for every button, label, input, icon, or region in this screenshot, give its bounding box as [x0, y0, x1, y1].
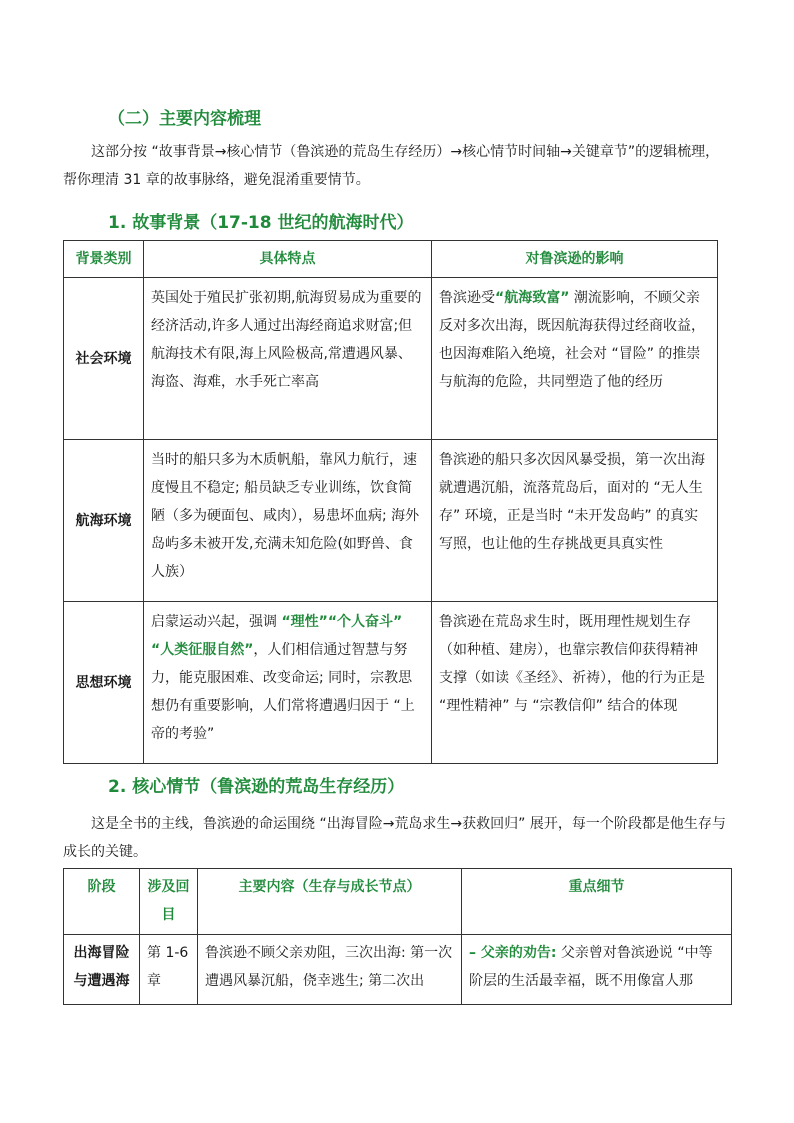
plot-intro-paragraph: 这是全书的主线，鲁滨逊的命运围绕 “出海冒险→荒岛求生→获救回归” 展开，每一个阶段都是他生存与成长的关键。	[63, 816, 726, 860]
plot-table	[63, 868, 732, 1005]
table-header-row	[64, 869, 732, 935]
row-stage: 出海冒险与遭遇海	[64, 935, 140, 1005]
table-row	[64, 278, 718, 440]
header-feature: 具体特点	[144, 241, 432, 278]
subsection-title-plot: 2. 核心情节（鲁滨逊的荒岛生存经历）	[108, 777, 405, 797]
table-header-row	[64, 241, 718, 278]
row-feature	[144, 602, 432, 764]
feature-text: ，人们相信通过智慧与努力，能克服困难、改变命运; 同时，宗教思想仍有重要影响，人们常将遭遇归因于 “上帝的考验”	[151, 642, 415, 742]
row-impact: 鲁滨逊在荒岛求生时，既用理性规划生存（如种植、建房），也靠宗教信仰获得精神支撑（如读《圣经》、祈祷），他的行为正是 “理性精神” 与 “宗教信仰” 结合的体现	[432, 602, 718, 764]
row-detail	[462, 935, 732, 1005]
feature-highlight: “理性”“个人奋斗” “人类征服自然”	[151, 614, 403, 658]
header-stage: 阶段	[64, 869, 140, 935]
subsection-title-background: 1. 故事背景（17-18 世纪的航海时代）	[108, 213, 414, 233]
row-feature: 当时的船只多为木质帆船，靠风力航行，速度慢且不稳定; 船员缺乏专业训练，饮食简陋（多为硬面包、咸肉），易患坏血病; 海外岛屿多未被开发,充满未知危险(如野兽、食人族）	[144, 440, 432, 602]
row-chapters: 第 1-6 章	[140, 935, 198, 1005]
header-impact: 对鲁滨逊的影响	[432, 241, 718, 278]
impact-text: 鲁滨逊受	[439, 290, 495, 306]
row-impact	[432, 278, 718, 440]
background-table	[63, 240, 718, 764]
row-feature: 英国处于殖民扩张初期,航海贸易成为重要的经济活动,许多人通过出海经商追求财富;但航海技术有限,海上风险极高,常遭遇风暴、海盗、海难，水手死亡率高	[144, 278, 432, 440]
impact-highlight: “航海致富”	[495, 290, 570, 306]
detail-text: 父亲曾对鲁滨逊说 “中等阶层的生活最幸福，既不用像富人那	[469, 945, 713, 989]
table-row	[64, 935, 732, 1005]
row-content: 鲁滨逊不顾父亲劝阻，三次出海: 第一次遭遇风暴沉船，侥幸逃生; 第二次出	[198, 935, 462, 1005]
header-content: 主要内容（生存与成长节点）	[198, 869, 462, 935]
detail-highlight: – 父亲的劝告:	[469, 945, 557, 961]
table-row	[64, 602, 718, 764]
row-category: 社会环境	[64, 278, 144, 440]
row-impact: 鲁滨逊的船只多次因风暴受损，第一次出海就遭遇沉船，流落荒岛后，面对的 “无人生存” 环境，正是当时 “未开发岛屿” 的真实写照，也让他的生存挑战更具真实性	[432, 440, 718, 602]
table-row	[64, 440, 718, 602]
intro-paragraph: 这部分按 “故事背景→核心情节（鲁滨逊的荒岛生存经历）→核心情节时间轴→关键章节”的逻辑梳理，帮你理清 31 章的故事脉络，避免混淆重要情节。	[63, 144, 720, 188]
row-category: 思想环境	[64, 602, 144, 764]
section-title: （二）主要内容梳理	[108, 109, 261, 129]
row-category: 航海环境	[64, 440, 144, 602]
header-category: 背景类别	[64, 241, 144, 278]
feature-text: 启蒙运动兴起，强调	[151, 614, 282, 630]
header-detail: 重点细节	[462, 869, 732, 935]
header-chapters: 涉及回目	[140, 869, 198, 935]
impact-text: 潮流影响，不顾父亲反对多次出海，既因航海获得过经商收益，也因海难陷入绝境，社会对 “冒险” 的推崇与航海的危险，共同塑造了他的经历	[439, 290, 705, 390]
